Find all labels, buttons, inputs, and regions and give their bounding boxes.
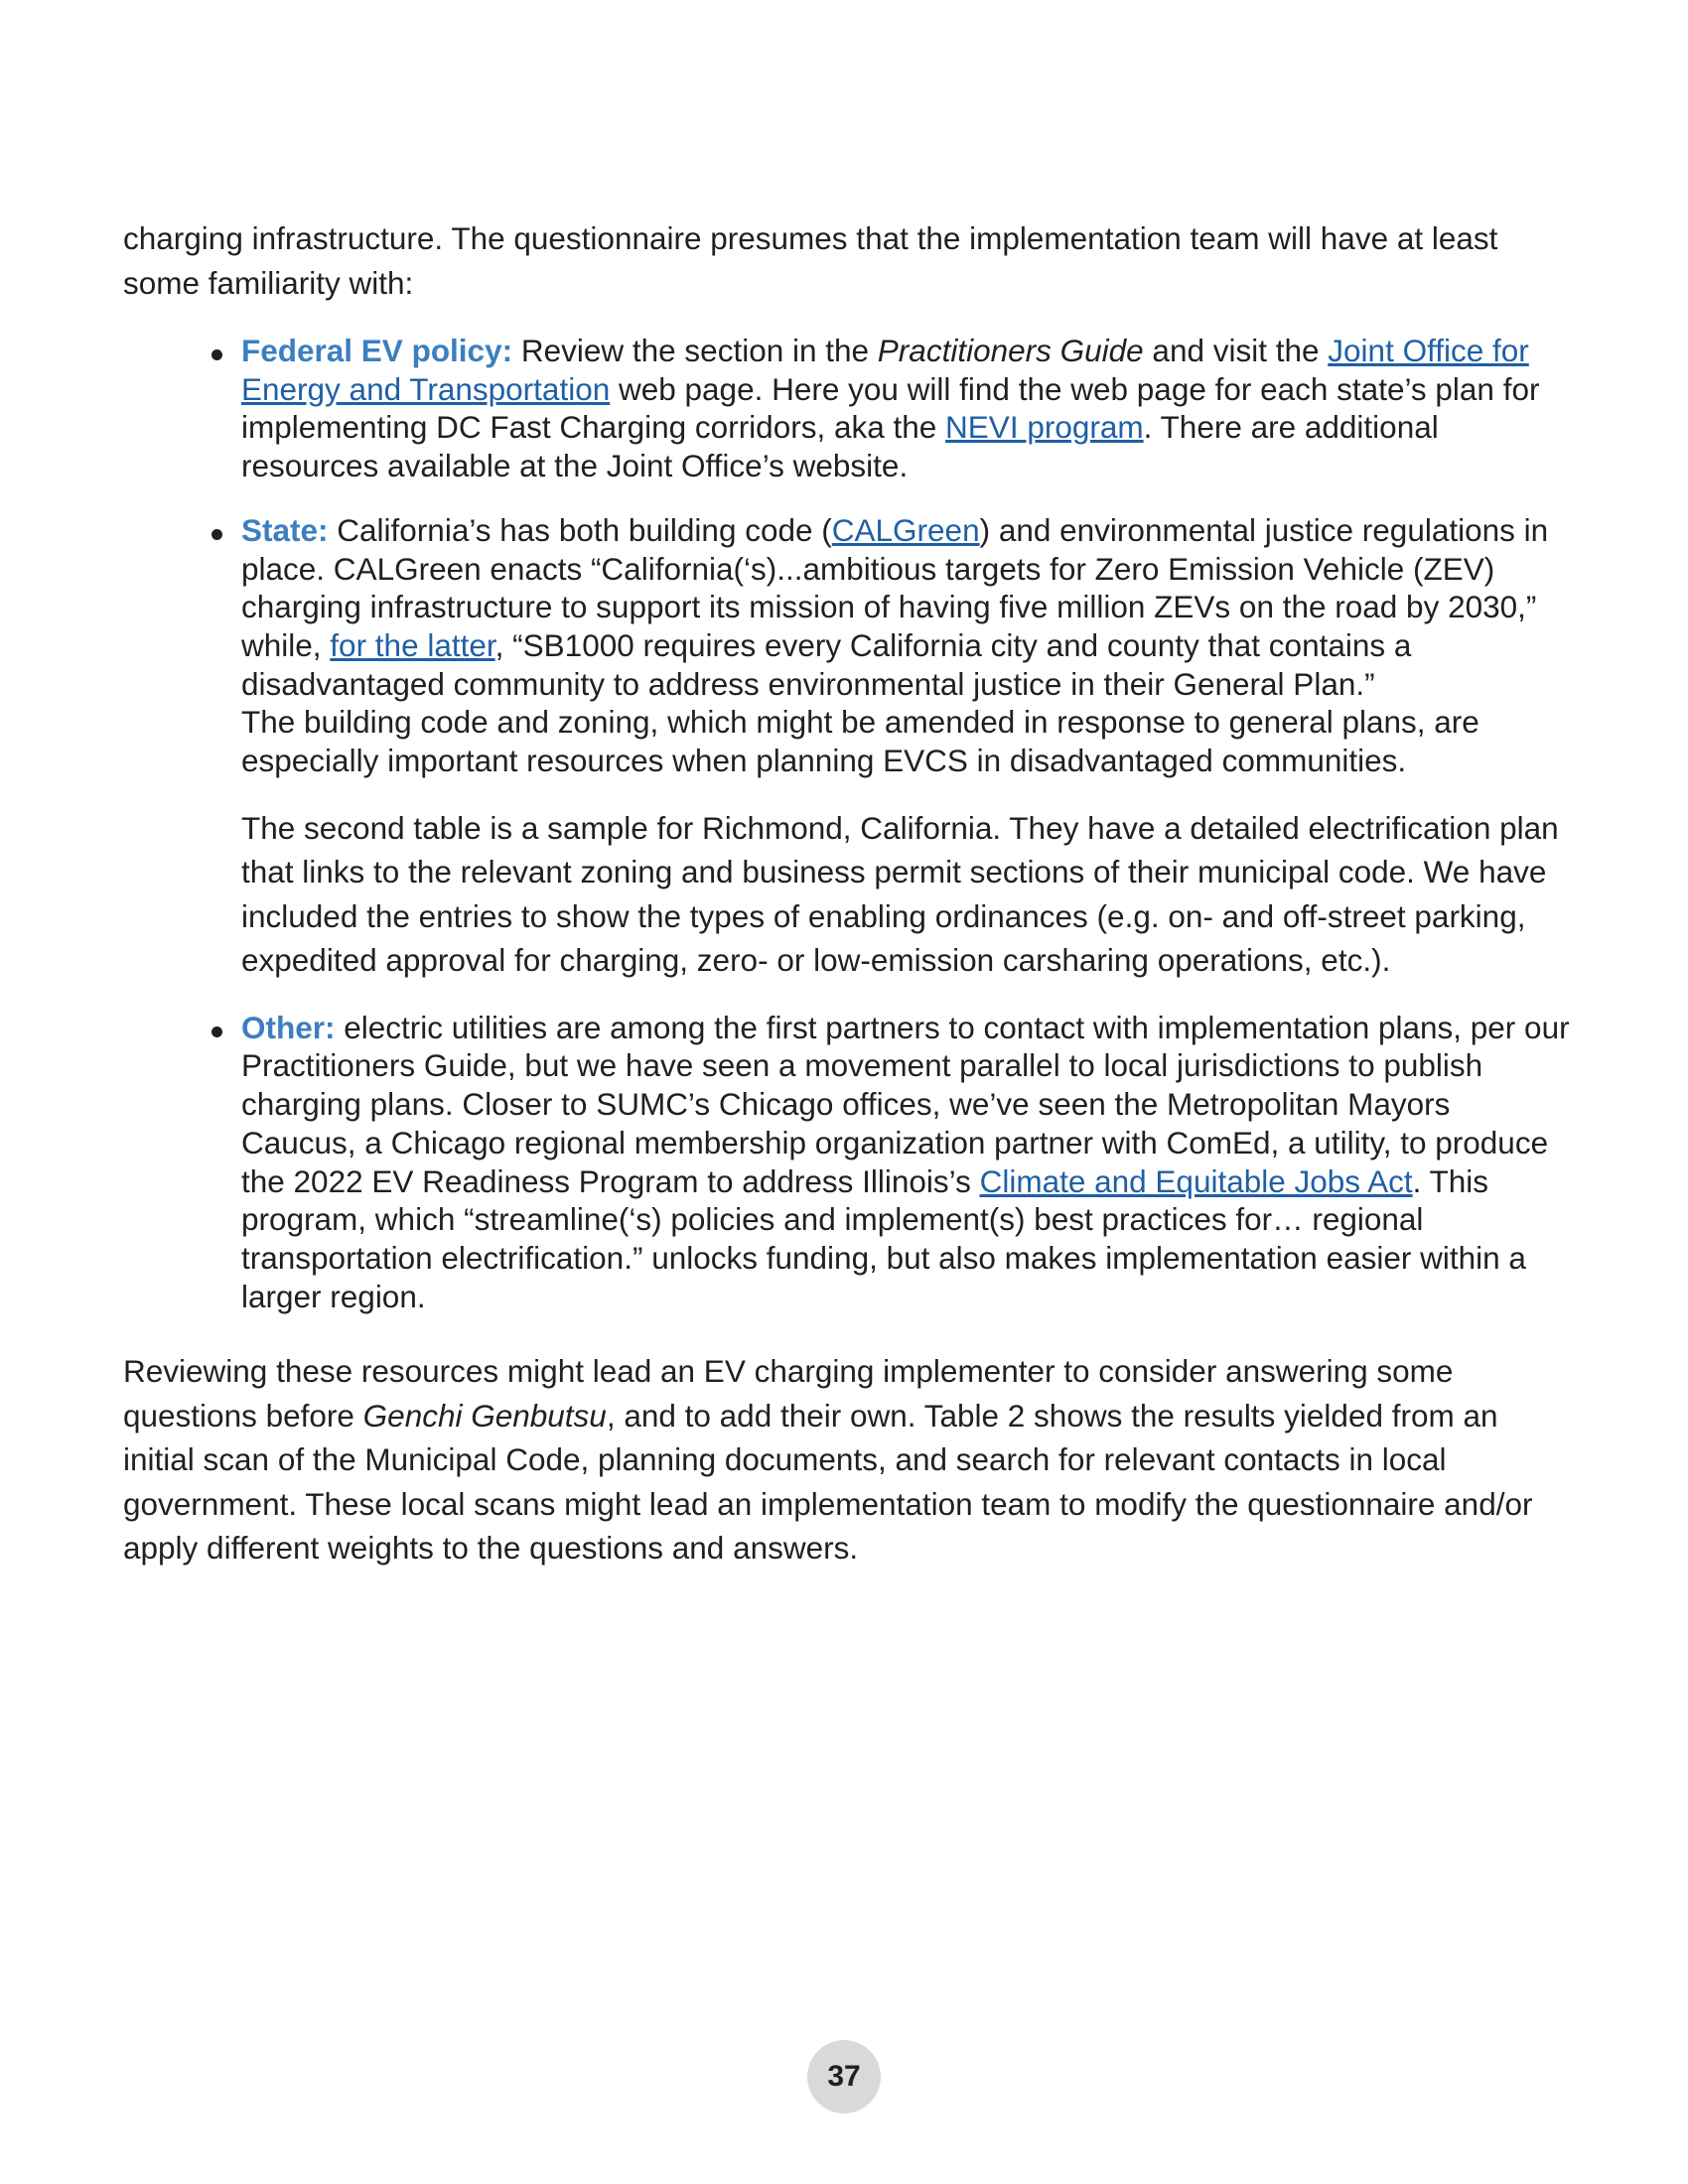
state-text: State: California’s has both building code (CALGreen) and environmental justice regulations in place. CALGreen enacts “California(‘s)...ambitious targets for Zero Emission Vehicle (ZEV) charging infrastructure to support its mission of having five million ZEVs on the road by 2030,” while, for the latter, “SB1000 requires every California city and county that contains a disadvantaged community to address environmental justice in their General Plan.” The building code and zoning, which might be amended in response to general plans, are especially important resources when planning EVCS in disadvantaged communities. [241,511,1549,779]
genchi-genbutsu-term: Genchi Genbutsu [362,1397,607,1433]
nevi-program-link[interactable]: NEVI program [945,409,1144,446]
bullet-icon [211,349,222,360]
other-term: Other: [241,1009,336,1045]
richmond-paragraph: The second table is a sample for Richmond, California. They have a detailed electrification plan that links to the relevant zoning and business permit sections of their municipal code. We have included the entries to show the types of enabling ordinances (e.g. on- and off-street parking, expedited approval for charging, zero- or low-emission carsharing operations, etc.). [241,809,1559,979]
list-item-other [123,1009,1573,1316]
bullet-icon [211,529,222,540]
federal-term: Federal EV policy: [241,333,513,368]
joint-office-link[interactable]: Joint Office for Energy and Transportation [241,333,1529,407]
state-term: State: [241,511,329,548]
federal-text: Federal EV policy: Review the section in the Practitioners Guide and visit the Joint Office for Energy and Transportation web page. Here you will find the web page for each state’s plan for implementing DC Fast Charging corridors, aka the NEVI program. There are additional resources available at the Joint Office’s website. [241,333,1540,484]
intro-paragraph: charging infrastructure. The questionnaire presumes that the implementation team will have at least some familiarity with: [123,220,1498,301]
bullet-icon [211,1026,222,1037]
practitioners-guide-title: Practitioners Guide [877,333,1144,368]
calgreen-link[interactable]: CALGreen [831,511,980,548]
page-content [123,216,1573,1570]
climate-jobs-act-link[interactable]: Climate and Equitable Jobs Act [979,1162,1413,1199]
closing-paragraph: Reviewing these resources might lead an EV charging implementer to consider answering some questions before Genchi Genbutsu, and to add their own. Table 2 shows the results yielded from an initial scan of the Municipal Code, planning documents, and search for relevant contacts in local government. These local scans might lead an implementation team to modify the questionnaire and/or apply different weights to the questions and answers. [123,1353,1533,1567]
other-text: Other: electric utilities are among the first partners to contact with implementation plans, per our Practitioners Guide, but we have seen a movement parallel to local jurisdictions to publish charging plans. Closer to SUMC’s Chicago offices, we’ve seen the Metropolitan Mayors Caucus, a Chicago regional membership organization partner with ComEd, a utility, to produce the 2022 EV Readiness Program to address Illinois’s Climate and Equitable Jobs Act. This program, which “streamline(‘s) policies and implement(s) best practices for… regional transportation electrification.” unlocks funding, but also makes implementation easier within a larger region. [241,1009,1570,1314]
page-number-badge: 37 [807,2040,881,2114]
list-item-state [123,511,1573,983]
list-item-federal [123,332,1573,485]
resource-list [123,332,1573,1315]
for-the-latter-link[interactable]: for the latter [330,626,495,663]
